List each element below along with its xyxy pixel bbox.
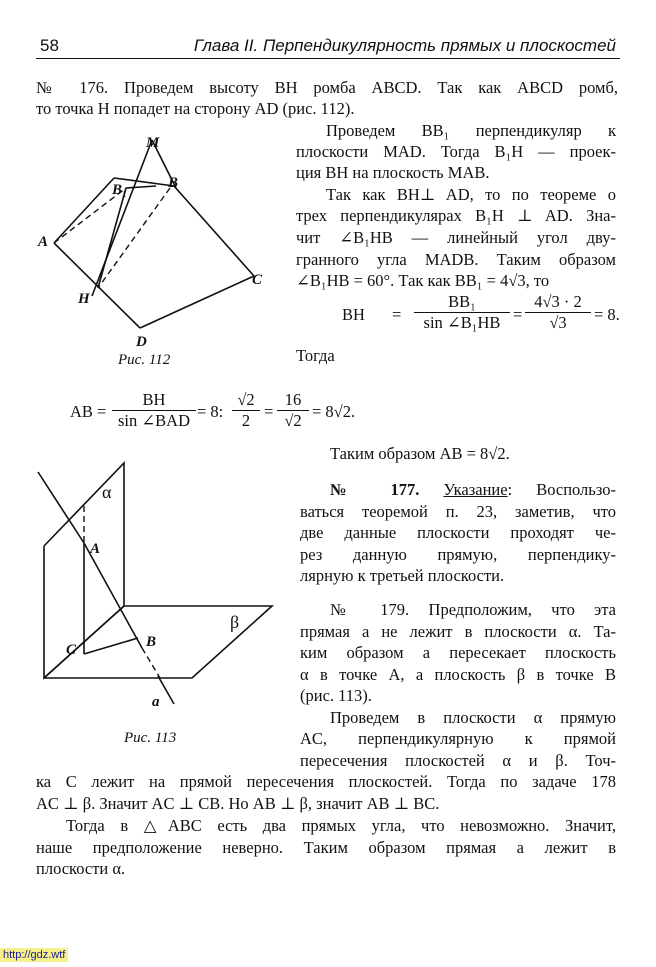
page-number: 58 [40,36,59,55]
header-rule [36,58,620,59]
fig113-dashed-bottom [142,648,160,678]
fig112-mh-line [92,140,152,296]
source-link[interactable]: http://gdz.wtf [0,948,68,962]
eq2-frac3-num: 16 [277,390,309,411]
p179-line-4: α в точке A, а плоскость β в точке B [300,665,616,684]
eq1-equals-2: = [513,305,523,324]
figure-112 [34,128,284,358]
p176-line-5: ция BH на плоскость MAB. [296,163,490,182]
figure-113 [32,458,282,718]
p176-line-4: плоскости MAD. Тогда B₁H — проек- [296,142,616,161]
p176-line-8: чит ∠B₁HB — линейный угол дву- [296,228,616,247]
eq1-lhs: BH [342,305,365,324]
p176-line-3: Проведем BB₁ перпендикуляр к [326,121,616,140]
fig113-label-beta: β [230,612,240,632]
eq1-frac1 [414,292,510,333]
fig112-b1h [98,188,126,288]
fig112-label-c: C [252,272,263,288]
p179-line-11: Тогда в △ABC есть два прямых угла, что невозможно. Значит, [66,816,616,835]
fig112-label-m: M [146,135,160,151]
p177-line-2: ваться теоремой п. 23, заметив, что [300,502,616,521]
p179-line-8: пересечения плоскостей α и β. Точ- [300,751,616,770]
eq2-frac3-den: √2 [284,411,302,430]
eq2-frac1-num: BH [112,390,196,411]
eq1-equals: = [392,305,402,324]
eq2-frac2-den: 2 [241,411,251,430]
fig113-line-a-top [38,472,84,543]
p177-number: № 177. [330,480,420,499]
eq1-frac1-num: BB₁ [414,292,510,313]
fig113-label-c: C [66,642,77,658]
eq2-frac1 [112,390,196,431]
fig113-label-a-point: A [90,541,101,557]
p176-line-2: то точка H попадет на сторону AD (рис. 112). [36,99,355,118]
p177-line-3: две данные плоскости проходят че- [300,523,616,542]
p177-line-1: № 177. Указание: Воспользо- [330,480,616,499]
p176-line-10: ∠B₁HB = 60°. Так как BB₁ = 4√3, то [296,271,550,290]
p176-line-1: № 176. Проведем высоту BH ромба ABCD. Так как ABCD ромб, [36,78,618,97]
fig112-edge-bc [174,186,254,276]
fig113-label-b: B [146,634,157,650]
p179-line-5: (рис. 113). [300,686,372,705]
eq2-result: = 8√2. [312,402,356,421]
p179-line-12: наше предположение неверно. Таким образом прямая a лежит в [36,838,616,857]
p177-line-4: рез данную прямую, перпендику- [300,545,616,564]
p179-line-10: AC ⊥ β. Значит AC ⊥ CB. Но AB ⊥ β, значит AB ⊥ BC. [36,794,440,813]
p179-line-3: ким образом a пересекает плоскость [300,643,616,662]
figure-112-caption: Рис. 112 [118,352,171,368]
p179-line-1: № 179. Предположим, что эта [330,600,616,619]
fig112-label-d: D [136,334,147,350]
eq2-lhs: AB = [70,402,107,421]
fig112-bh-dashed [98,188,170,288]
p176-conclusion: Таким образом AB = 8√2. [330,444,510,463]
fig113-label-alpha: α [102,482,112,502]
fig112-edge-cd [140,276,254,328]
eq1-frac2-den: √3 [549,313,567,332]
eq1-result: = 8. [594,305,620,324]
fig112-label-a: A [38,234,49,250]
p179-line-9: ка C лежит на прямой пересечения плоскостей. Тогда по задаче 178 [36,772,616,791]
fig113-cb [84,638,138,654]
eq2-equals: = [264,402,274,421]
p176-line-9: гранного угла MADB. Таким образом [296,250,616,269]
p177-hint-label: Указание [443,480,508,499]
fig113-label-a-line: a [152,694,160,710]
eq2-frac1-den: sin ∠BAD [117,411,191,430]
fig112-label-b: B [168,175,179,191]
p179-line-7: AC, перпендикулярную к прямой [300,729,616,748]
fig112-edge-ab [54,178,114,243]
p179-line-13: плоскости α. [36,859,126,878]
eq2-frac2 [232,390,260,431]
fig112-label-b1: B₁ [112,182,128,198]
eq1-frac2-num: 4√3 · 2 [525,292,591,313]
then-word: Тогда [296,346,335,365]
p179-line-6: Проведем в плоскости α прямую [330,708,616,727]
fig112-edge-da [54,243,140,328]
figure-113-caption: Рис. 113 [124,730,177,746]
eq2-mid: = 8: [197,402,224,421]
p176-line-7: трех перпендикулярах B₁H ⊥ AD. Зна- [296,206,616,225]
p176-line-6: Так как BH⊥ AD, то по теореме о [326,185,616,204]
chapter-title: Глава II. Перпендикулярность прямых и плоскостей [193,36,616,55]
p177-line-5: лярную к третьей плоскости. [300,566,505,585]
p179-line-2: прямая a не лежит в плоскости α. Та- [300,622,616,641]
eq1-frac1-den: sin ∠B₁HB [423,313,501,332]
eq1-frac2 [525,292,591,333]
eq2-frac3 [277,390,309,431]
fig112-label-h: H [78,291,90,307]
eq2-frac2-num: √2 [232,390,260,411]
